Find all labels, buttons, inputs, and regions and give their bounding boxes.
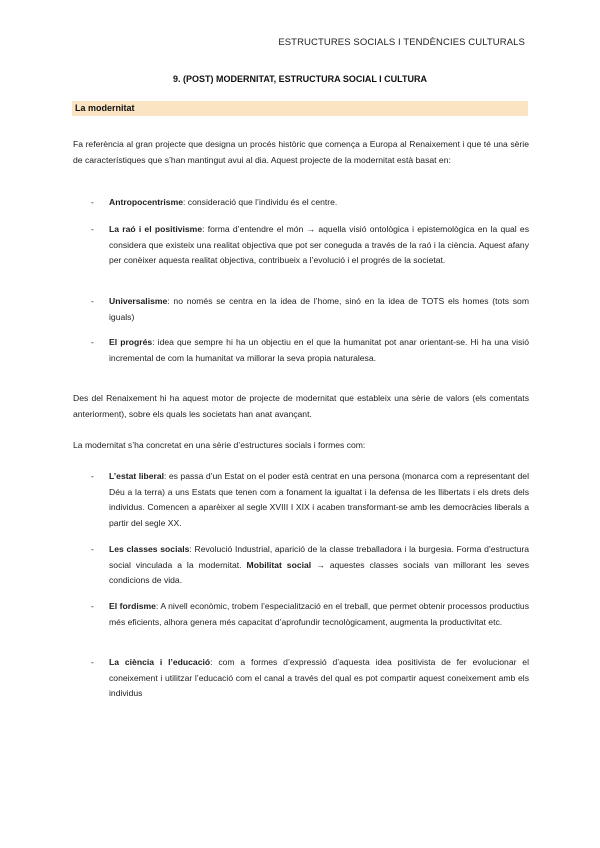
list-dash: - [91,337,94,347]
list-text: : com a formes d’expressió d’aquesta idea positivista de fer evolucionar el coneixement i utilitzar l’educació com el canal a través del qual es pot compartir aquest coneixement amb els individus [109,657,529,698]
list-term: El fordisme [109,601,156,611]
list-dash: - [91,657,94,667]
list-dash: - [91,197,94,207]
list-dash: - [91,544,94,554]
list-text: : es passa d’un Estat on el poder està centrat en una persona (monarca com a representant del Déu a la terra) a uns Estats que tenen com a fonament la igualtat i la defensa de les llibertats i els drets dels individus. Comencen a aparèixer al segle XVIII I XIX i acaben transformant-se amb les democràcies liberals a partir del segle XX. [109,471,529,528]
list-term: Les classes socials [109,544,190,554]
list-text: : forma d’entendre el món → aquella visió ontològica i epistemològica en la qual es considera que existeix una realitat objectiva que pot ser coneguda a través de la raó i la ciència. Aquest afany per conèixer aquesta realitat objectiva, contribueix a l’evolució i el progrés de la societat. [109,224,529,265]
page-title: 9. (POST) MODERNITAT, ESTRUCTURA SOCIAL I CULTURA [173,74,427,84]
list-term: Antropocentrisme [109,197,184,207]
list-text-secondary: → aquestes classes socials van millorant les seves condicions de vida. [109,559,530,585]
intro-paragraph: Fa referència al gran projecte que designa un procés històric que comença a Europa al Renaixement i que té una sèrie de característiques que s’han mantingut avui al dia. Aquest projecte de la modernitat està basat en: [73,139,529,165]
list-text: : Revolució Industrial, aparició de la classe treballadora i la burgesia. Forma d’estructura social vinculada a la modernitat. [109,544,529,570]
list-term: La raó i el positivisme [109,224,203,234]
list-term-secondary: Mobilitat social [246,559,312,570]
list-term: Universalisme [109,296,168,306]
running-header: ESTRUCTURES SOCIALS I TENDÈNCIES CULTURALS [278,37,525,48]
body-paragraph: Des del Renaixement hi ha aquest motor de projecte de modernitat que estableix una sèrie de valors (els comentats anteriorment), sobre els quals les societats han anat avançant. [73,393,529,419]
list-dash: - [91,601,94,611]
body-paragraph: La modernitat s’ha concretat en una sèrie d’estructures socials i formes com: [73,440,366,450]
list-dash: - [91,471,94,481]
section-heading: La modernitat [75,103,135,113]
list-term: El progrés [109,337,153,347]
list-text: : A nivell econòmic, trobem l’especialització en el treball, que permet obtenir processos productius més eficients, alhora genera més capacitat d’aprofundir tecnològicament, augmenta la productivitat etc. [109,601,529,627]
list-term: L’estat liberal [109,471,165,481]
list-dash: - [91,296,94,306]
list-dash: - [91,224,94,234]
list-text: : idea que sempre hi ha un objectiu en el que la humanitat pot anar orientant-se. Hi ha una visió incremental de com la humanitat va millorar la seva propia naturalesa. [109,337,529,363]
section-highlight [72,101,528,116]
list-text: : no només se centra en la idea de l’home, sinó en la idea de TOTS els homes (tots som iguals) [109,296,529,322]
list-text: : consideració que l’individu és el centre. [183,197,338,207]
list-term: La ciència i l’educació [109,657,211,667]
